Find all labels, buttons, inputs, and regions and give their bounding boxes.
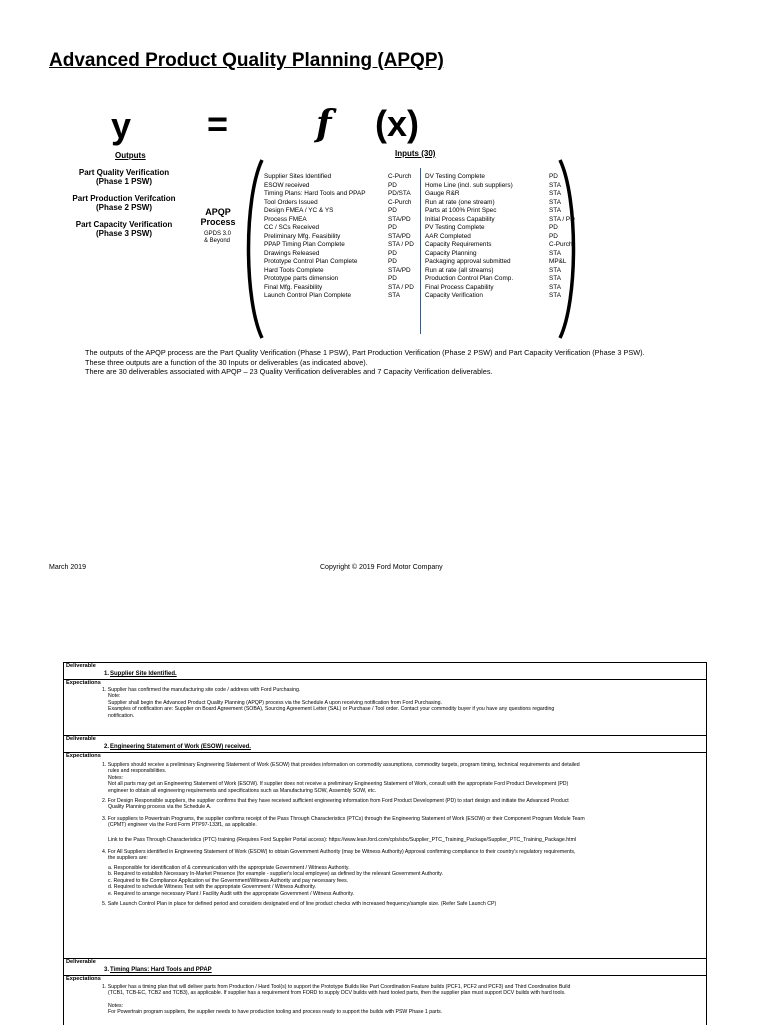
equation-f: f [316, 103, 332, 145]
input-owner: PD [388, 181, 397, 189]
input-owner: STA [549, 292, 561, 299]
equation-y: y [111, 105, 132, 146]
deliverables-table [63, 662, 707, 1025]
output-phase2: Part Production Verifcation (Phase 2 PSW) [72, 194, 176, 212]
deliverable-2-expectations: 1. Suppliers should receive a preliminary Engineering Statement of Work (ESOW) that provides information on commodity assumptions, commodity targets, program timing, technical requirements and detailed rules and responsibilities. Notes: Not all parts may get an Engineering Statement of Work (ESOW). If supplier does not receive a preliminary Engineering Statement of Work, consult with the appropriate Ford Product Development (PD) engineer to obtain all engineering requirements and specifications such as Manufacturing SOW, Assembly SOW, etc. 2. For Design Responsible suppliers, the supplier confirms that they have received sufficient engineering information from Ford Product Development (PD) to start design and initiate the Advanced Product Quality Planning process via the Schedule A. 3. For suppliers to Powertrain Programs, the supplier confirms receipt of the Pass Through Characteristics (PTCs) through the Engineering Statement of Work (ESOW) or their Component Program Module Team (CPMT) engineer via the Ford Form PTP97-133f1, as applicable. Link to the Pass Through Characteristics (PTC) training (Requires Ford Supplier Portal access): https://www.lean.ford.com/cpls/sbc/Supplier_PTC_Training_Package/Supplier_PTC_Training_Package.html 4. For All Suppliers identified in Engineering Statement of Work (ESOW) to obtain Government Authority (may be Witness Authority) Approval confirming compliance to their country's regulatory requirements, the suppliers are: a. Responsible for identification of & communication with the appropriate Government / Witness Authority. b. Required to establish Necessary In-Market Presence (for example - supplier's local employee) as defined by the relevant Government Authority. c. Required to file Compliance Application w/ the Government/Witness Authority and pay necessary fees. d. Required to schedule Witness Test with the appropriate Government / Witness Authority. e. Required to arrange necessary Plant / Facility Audit with the appropriate Government / Witness Authority. 5. Safe Launch Control Plan in place for defined period and considers designated end of line product checks with increased frequency/sample size. (Refer Safe Launch CP) [102, 762, 585, 907]
input-owner: STA/PD [388, 232, 411, 240]
input-name: PV Testing Complete [425, 224, 485, 231]
input-name: Tool Orders Issued [264, 198, 318, 206]
input-owner: STA [549, 207, 561, 214]
process-sub-2: & Beyond [204, 238, 231, 244]
deliverable-1-title: 1.Supplier Site Identified. [104, 671, 177, 677]
input-name: Home Line (incl. sub suppliers) [425, 181, 513, 189]
input-name: Prototype parts dimension [264, 275, 339, 282]
input-owner: PD [388, 258, 397, 265]
input-name: Timing Plans: Hard Tools and PPAP [264, 190, 366, 197]
input-owner: STA / PD [549, 215, 575, 223]
input-owner: PD [388, 249, 397, 257]
input-name: Launch Control Plan Complete [264, 292, 352, 299]
summary-line: These three outputs are a function of the 30 Inputs or deliverables (as indicated above). [85, 357, 368, 367]
expectations-label: Expectations [66, 976, 101, 982]
input-name: Supplier Sites Identified [264, 173, 332, 180]
process-sub-1: GPDS 3.0 [204, 231, 232, 237]
equation-equals: = [207, 103, 229, 144]
output-phase3: Part Capacity Verification (Phase 3 PSW) [75, 220, 173, 238]
input-owner: PD [388, 275, 397, 282]
deliverable-label: Deliverable [66, 959, 96, 965]
input-owner: C-Purch [549, 241, 573, 248]
input-owner: PD/STA [388, 190, 411, 197]
page-title: Advanced Product Quality Planning (APQP) [49, 50, 444, 71]
input-owner: C-Purch [388, 173, 412, 180]
input-owner: PD [549, 232, 558, 240]
input-name: Capacity Requirements [425, 241, 492, 248]
input-name: Design FMEA / YC & YS [264, 207, 334, 214]
input-name: Hard Tools Complete [264, 266, 324, 274]
input-name: Parts at 100% Print Spec [425, 207, 497, 214]
input-owner: STA/PD [388, 266, 411, 274]
summary-line: There are 30 deliverables associated with APQP – 23 Quality Verification deliverables and 7 Capacity Verification deliverables. [85, 367, 493, 376]
input-owner: PD [549, 224, 558, 231]
expectations-label: Expectations [66, 680, 101, 686]
input-owner: STA/PD [388, 215, 411, 223]
process-title: APQP Process [200, 207, 236, 227]
output-phase1: Part Quality Verification (Phase 1 PSW) [78, 168, 170, 186]
input-owner: STA / PD [388, 283, 414, 291]
input-owner: STA [549, 283, 561, 291]
input-name: Gauge R&R [425, 190, 460, 197]
input-name: CC / SCs Received [264, 224, 320, 231]
inputs-left-names [264, 173, 365, 301]
input-name: DV Testing Complete [425, 173, 485, 180]
input-owner: STA / PD [388, 241, 414, 248]
input-name: Prototype Control Plan Complete [264, 258, 358, 265]
input-name: Initial Process Capability [425, 215, 495, 223]
input-name: Process FMEA [264, 215, 307, 223]
equation-x: (x) [375, 103, 419, 144]
footer-date: March 2019 [49, 564, 86, 571]
input-owner: STA [549, 266, 561, 274]
input-owner: PD [549, 173, 558, 180]
input-name: Capacity Planning [425, 249, 477, 257]
input-owner: STA [388, 292, 400, 299]
input-name: AAR Completed [425, 232, 471, 240]
deliverable-label: Deliverable [66, 736, 96, 742]
input-owner: STA [549, 275, 561, 282]
inputs-right-names [425, 173, 513, 301]
summary-line: The outputs of the APQP process are the Part Quality Verification (Phase 1 PSW), Part Production Verification (Phase 2 PSW) and Part Capacity Verification (Phase 3 PSW). [85, 348, 645, 357]
left-parenthesis-icon [244, 158, 266, 340]
input-name: Final Process Capability [425, 283, 494, 291]
input-name: PPAP Timing Plan Complete [264, 241, 345, 248]
input-name: Drawings Released [264, 249, 320, 257]
deliverable-3-title: 3.Timing Plans: Hard Tools and PPAP [104, 967, 212, 973]
inputs-divider [420, 168, 421, 334]
deliverable-2-title: 2.Engineering Statement of Work (ESOW) received. [104, 744, 251, 750]
input-owner: STA [549, 249, 561, 257]
input-owner: MP&L [549, 258, 567, 265]
inputs-right-owners [549, 173, 575, 301]
input-name: Preliminary Mfg. Feasibility [264, 232, 341, 240]
input-name: ESOW received [264, 181, 310, 189]
input-name: Production Control Plan Comp. [425, 275, 514, 282]
input-owner: PD [388, 207, 397, 214]
outputs-label: Outputs [115, 151, 146, 160]
input-name: Capacity Verification [425, 292, 483, 299]
inputs-left-owners [388, 173, 414, 301]
expectations-label: Expectations [66, 753, 101, 759]
input-name: Packaging approval submitted [425, 258, 511, 265]
input-name: Run at rate (all streams) [425, 266, 494, 274]
inputs-label: Inputs (30) [395, 149, 436, 158]
footer-copyright: Copyright © 2019 Ford Motor Company [320, 564, 443, 571]
summary-text [85, 348, 645, 377]
input-owner: PD [388, 224, 397, 231]
input-owner: C-Purch [388, 198, 412, 206]
deliverable-3-expectations: 1. Supplier has a timing plan that will deliver parts from Production / Hard Tool(s) to support the Prototype Builds like Part Coordination Feature builds (PCF1, PCF2 and PCF3) and Third Coordination Build (TCB1, TCB-EC, TCB2 and TCB3), as applicable. If supplier has a requirement from FORD to supply DCV builds with hard tooled parts, then the supplier plan must support DCV builds with hard tools. Notes: For Powertrain program suppliers, the supplier needs to have production tooling and process ready to support the builds with PSW Phase 1 parts. [102, 984, 571, 1016]
input-name: Run at rate (one stream) [425, 198, 495, 206]
deliverable-1-expectations: 1. Supplier has confirmed the manufacturing site code / address with Ford Purchasing. Note: Supplier shall begin the Advanced Product Quality Planning (APQP) process via the Schedule A upon receiving notification from Ford Purchasing. Examples of notification are: Supplier on Board Agreement (SOBA), Sourcing Agreement Letter (SAL) or Purchase / Tool order. Contact your commodity buyer if you have any questions regarding notification. [102, 687, 555, 719]
input-name: Final Mfg. Feasibility [264, 283, 323, 291]
input-owner: STA [549, 181, 561, 189]
deliverable-label: Deliverable [66, 663, 96, 669]
input-owner: STA [549, 190, 561, 197]
input-owner: STA [549, 198, 561, 206]
